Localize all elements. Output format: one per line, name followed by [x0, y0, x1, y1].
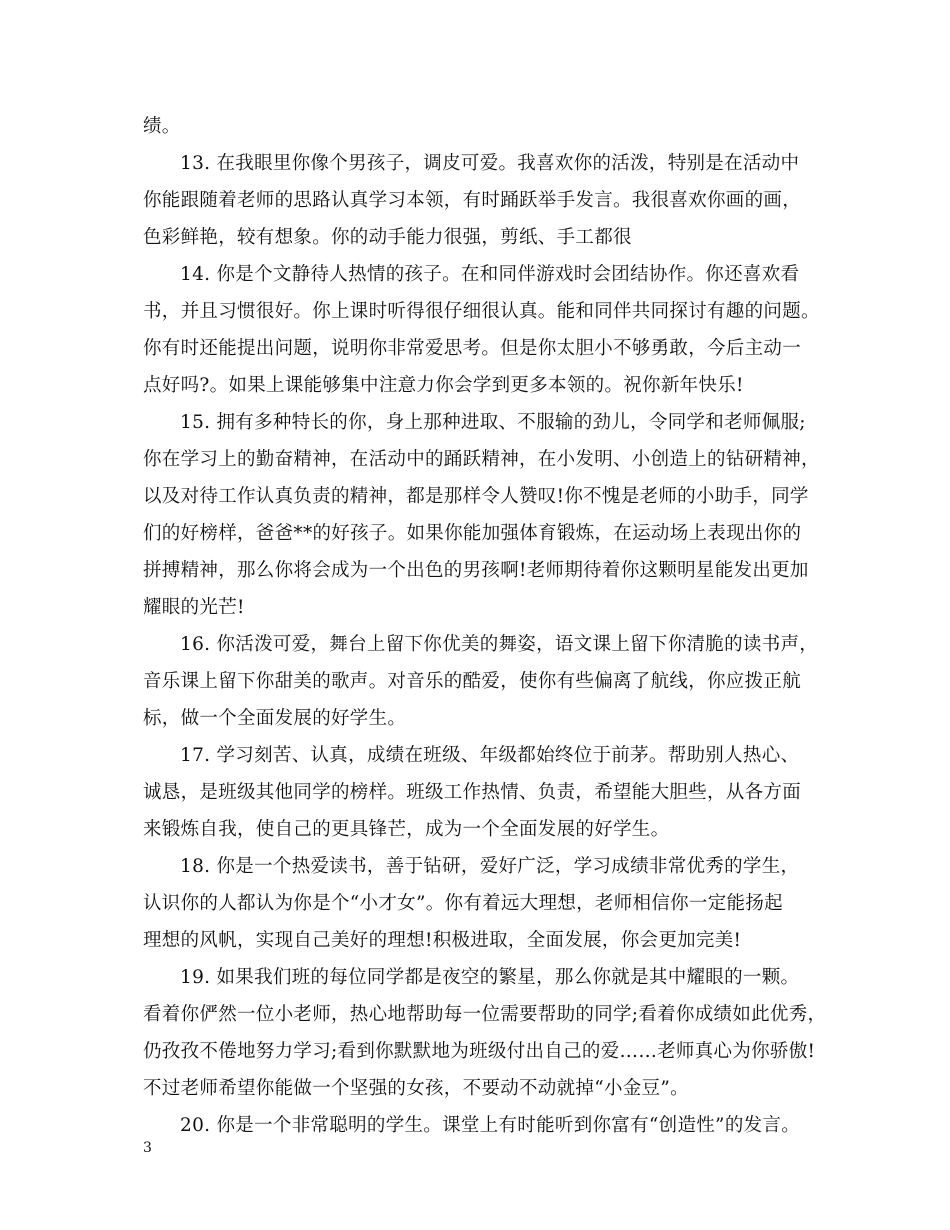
paragraph-15-line: 你在学习上的勤奋精神，在活动中的踊跃精神，在小发明、小创造上的钻研精神， — [143, 449, 820, 470]
paragraph-16-line: 音乐课上留下你甜美的歌声。对音乐的酷爱，使你有些偏离了航线，你应拨正航 — [143, 671, 802, 692]
paragraph-15-line: 15. 拥有多种特长的你，身上那种进取、不服输的劲儿，令同学和老师佩服; — [180, 412, 806, 433]
paragraph-17-line: 诚恳，是班级其他同学的榜样。班级工作热情、负责，希望能大胆些，从各方面 — [143, 782, 802, 803]
paragraph-13-line: 色彩鲜艳，较有想象。你的动手能力很强，剪纸、手工都很 — [143, 227, 632, 248]
paragraph-15-line: 拼搏精神，那么你将会成为一个出色的男孩啊!老师期待着你这颗明星能发出更加 — [143, 560, 809, 581]
paragraph-19-line: 看着你俨然一位小老师，热心地帮助每一位需要帮助的同学;看着你成绩如此优秀， — [143, 1004, 827, 1025]
paragraph-19-line: 不过老师希望你能做一个坚强的女孩，不要动不动就掉“小金豆”。 — [143, 1078, 689, 1099]
paragraph-19-line: 19. 如果我们班的每位同学都是夜空的繁星，那么你就是其中耀眼的一颗。 — [180, 967, 800, 988]
paragraph-18-line: 认识你的人都认为你是个“小才女”。你有着远大理想，老师相信你一定能扬起 — [143, 893, 783, 914]
paragraph-17-line: 17. 学习刻苦、认真，成绩在班级、年级都始终位于前茅。帮助别人热心、 — [180, 745, 800, 766]
paragraph-14-line: 点好吗?。如果上课能够集中注意力你会学到更多本领的。祝你新年快乐! — [143, 375, 744, 396]
paragraph-14-line: 你有时还能提出问题，说明你非常爱思考。但是你太胆小不够勇敢，今后主动一 — [143, 338, 802, 359]
paragraph-18-line: 18. 你是一个热爱读书，善于钻研，爱好广泛，学习成绩非常优秀的学生， — [180, 856, 800, 877]
paragraph-14-line: 14. 你是个文静待人热情的孩子。在和同伴游戏时会团结协作。你还喜欢看 — [180, 264, 800, 285]
paragraph-14-line: 书，并且习惯很好。你上课时听得很仔细很认真。能和同伴共同探讨有趣的问题。 — [143, 301, 820, 322]
paragraph-13-line: 你能跟随着老师的思路认真学习本领，有时踊跃举手发言。我很喜欢你画的画， — [143, 190, 802, 211]
paragraph-15-line: 们的好榜样，爸爸**的好孩子。如果你能加强体育锻炼，在运动场上表现出你的 — [143, 523, 802, 544]
paragraph-20-line: 20. 你是一个非常聪明的学生。课堂上有时能听到你富有“创造性”的发言。 — [180, 1115, 801, 1136]
paragraph-15-line: 以及对待工作认真负责的精神，都是那样令人赞叹!你不愧是老师的小助手，同学 — [143, 486, 809, 507]
paragraph-13-line: 13. 在我眼里你像个男孩子，调皮可爱。我喜欢你的活泼，特别是在活动中 — [180, 153, 800, 174]
page-number: 3 — [143, 1140, 152, 1156]
paragraph-18-line: 理想的风帆，实现自己美好的理想!积极进取，全面发展，你会更加完美! — [143, 930, 742, 951]
paragraph-19-line: 仍孜孜不倦地努力学习;看到你默默地为班级付出自己的爱……老师真心为你骄傲! — [143, 1041, 816, 1062]
paragraph-16-line: 标，做一个全面发展的好学生。 — [143, 708, 407, 729]
paragraph-16-line: 16. 你活泼可爱，舞台上留下你优美的舞姿，语文课上留下你清脆的读书声， — [180, 634, 819, 655]
paragraph-15-line: 耀眼的光芒! — [143, 597, 245, 618]
text-line: 绩。 — [143, 116, 181, 137]
paragraph-17-line: 来锻炼自我，使自己的更具锋芒，成为一个全面发展的好学生。 — [143, 819, 670, 840]
